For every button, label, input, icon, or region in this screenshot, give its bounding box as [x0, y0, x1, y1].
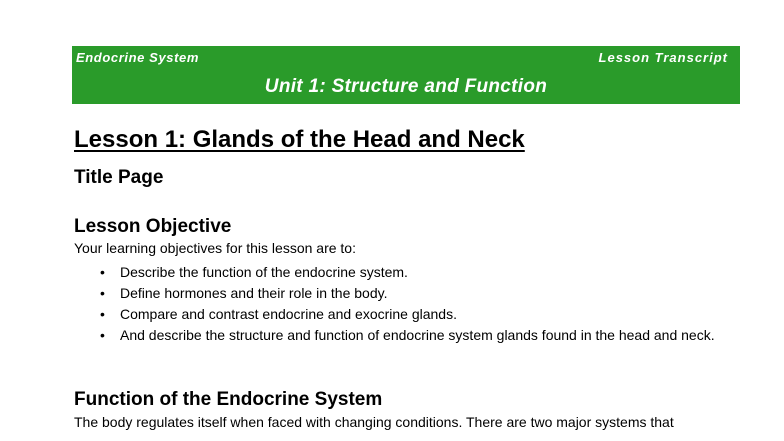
function-paragraph: The body regulates itself when faced with changing conditions. There are two major systems that [74, 414, 674, 430]
list-item-text: Compare and contrast endocrine and exocrine glands. [120, 306, 457, 322]
list-item [74, 325, 742, 346]
list-item-text: And describe the structure and function of endocrine system glands found in the head and neck. [120, 327, 715, 343]
document-type: Lesson Transcript [598, 50, 728, 65]
course-name: Endocrine System [76, 50, 200, 65]
title-page-heading: Title Page [74, 167, 164, 188]
objective-list [74, 262, 742, 346]
list-item-text: Describe the function of the endocrine system. [120, 264, 408, 280]
objective-heading: Lesson Objective [74, 216, 232, 237]
list-item [74, 283, 742, 304]
header-banner [72, 46, 740, 104]
bullet-icon: • [100, 264, 105, 280]
function-heading: Function of the Endocrine System [74, 389, 383, 410]
unit-title: Unit 1: Structure and Function [264, 76, 548, 97]
bullet-icon: • [100, 306, 105, 322]
list-item [74, 262, 742, 283]
objective-intro: Your learning objectives for this lesson are to: [74, 240, 356, 256]
bullet-icon: • [100, 327, 105, 343]
list-item-text: Define hormones and their role in the body. [120, 285, 388, 301]
bullet-icon: • [100, 285, 105, 301]
lesson-title: Lesson 1: Glands of the Head and Neck [74, 126, 525, 153]
list-item [74, 304, 742, 325]
